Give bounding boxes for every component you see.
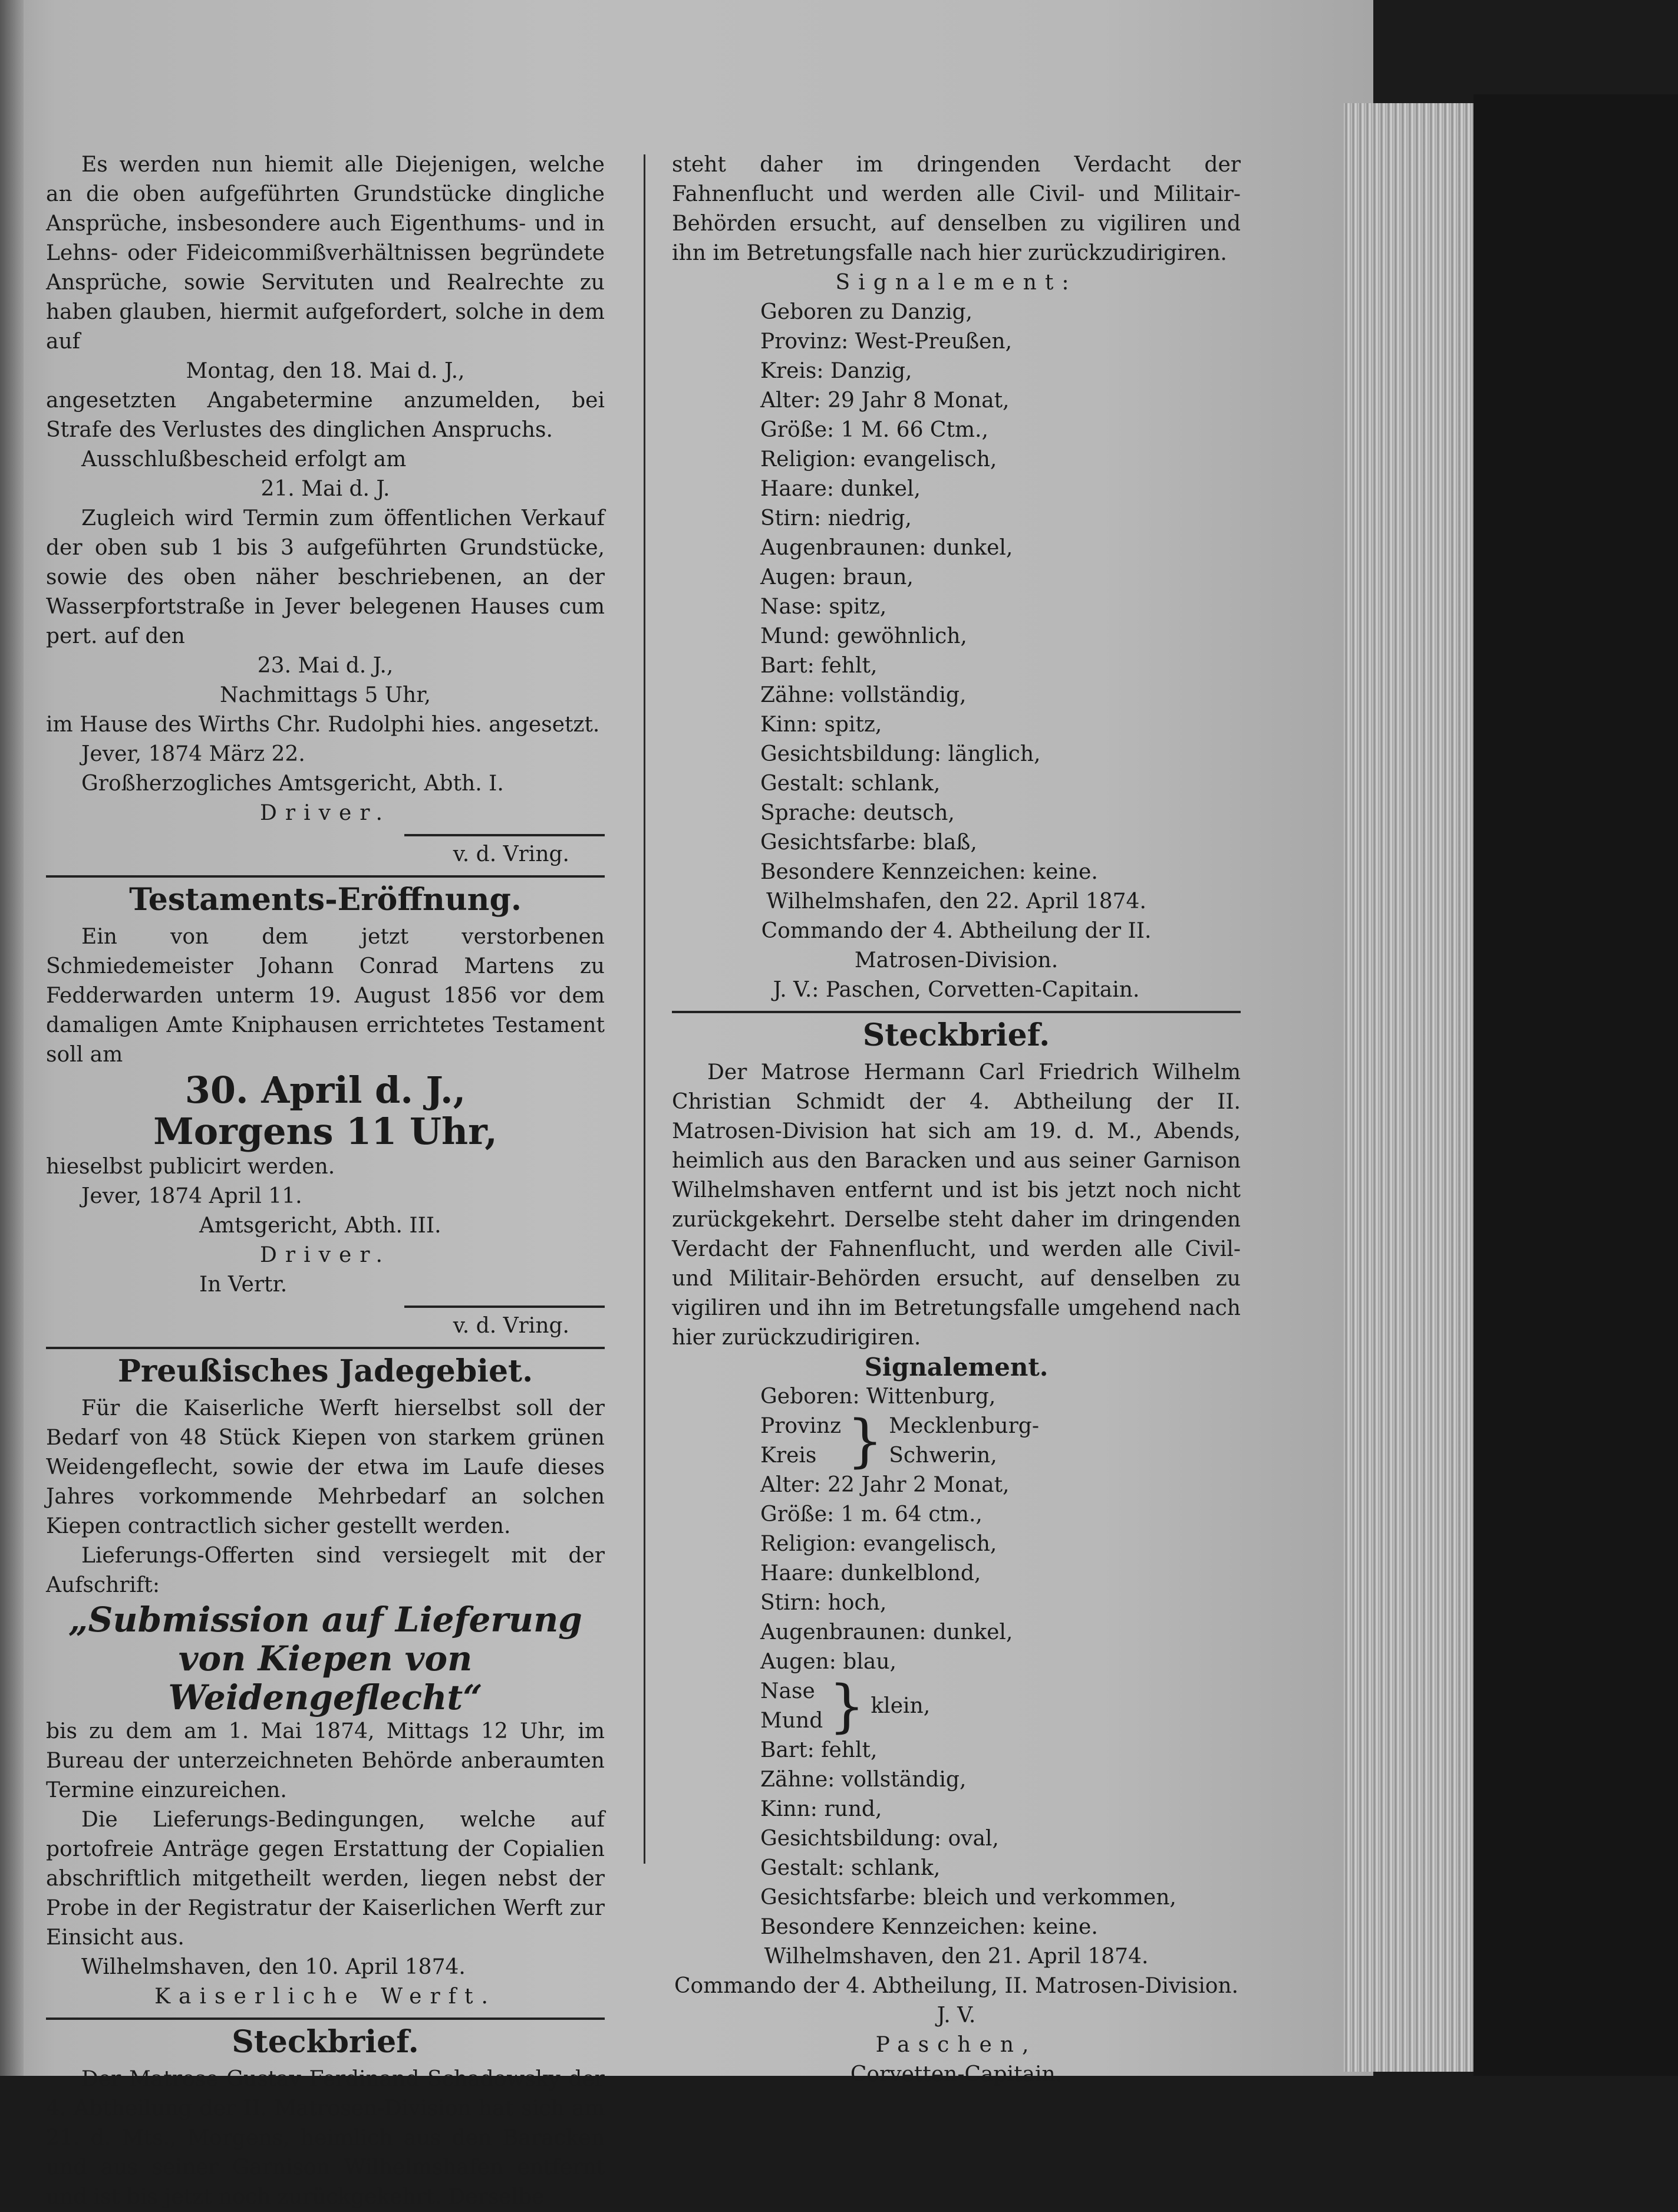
sig-item: Größe: 1 M. 66 Ctm., (760, 418, 988, 442)
location-date-3: Wilhelmshaven, den 10. April 1874. (81, 1955, 466, 1979)
werft-signature: Kaiserliche Werft. (154, 1984, 496, 2009)
sig-item: Nase: spitz, (760, 595, 887, 619)
location-date-r1: Wilhelmshafen, den 22. April 1874. (766, 889, 1146, 914)
notice-intro: Es werden nun hiemit alle Diejenigen, welche an die oben aufgeführten Grundstücke dingliche Ansprüche, insbesondere auch Eigenthums- und in Lehns- oder Fideicommißverhältnissen begründete Ansprüche, sowie Servituten und Realrechte zu haben glauben, hiermit aufgefordert, solche in dem auf (46, 153, 605, 354)
division-1: Matrosen-Division. (854, 948, 1059, 973)
sig-item: Haare: dunkel, (760, 477, 921, 501)
steckbrief-2-text: Der Matrose Hermann Carl Friedrich Wilhelm Christian Schmidt der 4. Abtheilung der II. Matrosen-Division hat sich am 19. d. M., Abends, heimlich aus den Baracken und aus seiner Garnison Wilhelmshaven entfernt und ist bis jetzt noch nicht zurückgekehrt. Derselbe steht daher im dringenden Verdacht der Fahnenflucht, und werden alle Civil- und Militair-Behörden ersucht, auf denselben zu vigiliren und ihn im Betretungsfalle umgehend nach hier zurückzudirigiren. (672, 1060, 1241, 1350)
column-rule (644, 154, 645, 1864)
paschen-signature: Paschen, (875, 2033, 1037, 2057)
heading-jadegebiet: Preußisches Jadegebiet. (117, 1353, 533, 1389)
signature-line (404, 834, 605, 836)
werft-notice: Für die Kaiserliche Werft hierselbst soll der Bedarf von 48 Stück Kiepen von starkem grünen Weidengeflecht, sowie der etwa im Laufe dieses Jahres vorkommende Mehrbedarf an solchen Kiepen contractlich sicher gestellt werden. (46, 1396, 605, 1538)
spine-shadow (0, 0, 24, 2076)
sig-value: Mecklenburg- (889, 1414, 1039, 1438)
sig-item: Geboren: Wittenburg, (760, 1384, 996, 1409)
signature-r1: J. V.: Paschen, Corvetten-Capitain. (773, 978, 1140, 1002)
in-vertretung: In Vertr. (199, 1273, 288, 1297)
section-rule (46, 2017, 605, 2020)
sig-item: Gesichtsbildung: länglich, (760, 742, 1041, 766)
sig-item: Gesichtsfarbe: bleich und verkommen, (760, 1885, 1176, 1910)
date-3: 23. Mai d. J., (257, 654, 394, 678)
sig-item: Augen: braun, (760, 565, 914, 589)
sig-item: Besondere Kennzeichen: keine. (760, 1915, 1098, 1939)
sig-label: Kreis (760, 1443, 817, 1468)
sig-item: Augenbraunen: dunkel, (760, 536, 1013, 560)
sig-label: Nase (760, 1679, 815, 1703)
right-column (672, 150, 1241, 2089)
sig-item: Haare: dunkelblond, (760, 1561, 981, 1585)
sig-item: Gestalt: schlank, (760, 772, 941, 796)
sig-item: Stirn: hoch, (760, 1591, 887, 1615)
left-column (46, 150, 605, 2212)
sig-item: Stirn: niedrig, (760, 506, 912, 530)
court-2: Amtsgericht, Abth. III. (199, 1214, 441, 1238)
signalement-list-1 (672, 298, 1241, 887)
big-date: 30. April d. J., (184, 1069, 466, 1112)
clerk-2: v. d. Vring. (453, 1314, 569, 1338)
sig-item: Besondere Kennzeichen: keine. (760, 860, 1098, 884)
testament-text: Ein von dem jetzt verstorbenen Schmiedemeister Johann Conrad Martens zu Fedderwarden unterm 19. August 1856 vor dem damaligen Amte Kniphausen errichtetes Testament soll am (46, 925, 605, 1067)
sig-item: Bart: fehlt, (760, 654, 878, 678)
date-1: Montag, den 18. Mai d. J., (186, 359, 465, 383)
clerk-1: v. d. Vring. (453, 842, 569, 866)
sig-item: Augen: blau, (760, 1650, 896, 1674)
signalement-list-2 (672, 1382, 1241, 1942)
signature-1: Driver. (260, 801, 391, 825)
time-3: Nachmittags 5 Uhr, (220, 683, 431, 707)
sig-item: Zähne: vollständig, (760, 1768, 967, 1792)
sig-label: Mund (760, 1709, 823, 1733)
zugleich-text: Zugleich wird Termin zum öffentlichen Verkauf der oben sub 1 bis 3 aufgeführten Grundstücke, sowie des oben näher beschriebenen, an der Wasserpfortstraße in Jever belegenen Hauses cum pert. auf den (46, 506, 605, 648)
sig-item: Größe: 1 m. 64 ctm., (760, 1502, 983, 1527)
sig-item: Provinz: West-Preußen, (760, 329, 1013, 354)
heading-steckbrief-1: Steckbrief. (232, 2024, 419, 2060)
commando-1: Commando der 4. Abtheilung der II. (761, 919, 1152, 943)
location-date-r2: Wilhelmshaven, den 21. April 1874. (764, 1944, 1149, 1969)
sig-label: Provinz (760, 1414, 842, 1438)
steckbrief-1-continued: steht daher im dringenden Verdacht der Fahnenflucht und werden alle Civil- und Militair-Behörden ersucht, auf denselben zu vigiliren und ihn im Betretungsfalle nach hier zurückzudirigiren. (672, 153, 1241, 265)
sig-item: Gesichtsbildung: oval, (760, 1827, 999, 1851)
provinz-kreis-group (760, 1408, 1241, 1474)
jv-text: J. V. (937, 2003, 976, 2028)
brace-icon: } (847, 1408, 883, 1474)
sig-item: Alter: 22 Jahr 2 Monat, (760, 1473, 1010, 1497)
section-rule (46, 1347, 605, 1349)
section-rule (46, 875, 605, 878)
sig-item: Alter: 29 Jahr 8 Monat, (760, 388, 1010, 413)
commando-2: Commando der 4. Abtheilung, II. Matrosen-Division. (674, 1974, 1239, 1998)
sig-item: Kreis: Danzig, (760, 359, 912, 383)
sig-item: Augenbraunen: dunkel, (760, 1620, 1013, 1644)
sig-item: Gesichtsfarbe: blaß, (760, 830, 977, 855)
sig-item: Mund: gewöhnlich, (760, 624, 967, 648)
sig-item: Kinn: spitz, (760, 713, 882, 737)
submission-title: „Submission auf Lieferung von Kiepen von Weidengeflecht“ (68, 1600, 582, 1717)
sig-item: Religion: evangelisch, (760, 447, 997, 472)
ausschluss-text: Ausschlußbescheid erfolgt am (81, 447, 407, 472)
notice-intro-2: angesetzten Angabetermine anzumelden, bei Strafe des Verlustes des dinglichen Anspruchs. (46, 388, 605, 442)
background (1473, 94, 1678, 2076)
signalement-heading-1: Signalement: (835, 271, 1077, 295)
heading-testament: Testaments-Eröffnung. (129, 882, 522, 918)
offerten-text: Lieferungs-Offerten sind versiegelt mit der Aufschrift: (46, 1544, 605, 1597)
sig-item: Geboren zu Danzig, (760, 300, 972, 324)
sig-value: klein, (871, 1694, 931, 1718)
sig-item: Sprache: deutsch, (760, 801, 955, 825)
publicirt-text: hieselbst publicirt werden. (46, 1155, 335, 1179)
nase-mund-group (760, 1673, 1241, 1739)
brace-icon: } (829, 1673, 865, 1739)
date-2: 21. Mai d. J. (261, 477, 390, 501)
location-date-2: Jever, 1874 April 11. (81, 1184, 302, 1208)
sig-item: Zähne: vollständig, (760, 683, 967, 707)
sig-value: Schwerin, (889, 1443, 997, 1468)
heading-steckbrief-2: Steckbrief. (862, 1017, 1050, 1053)
deadline-text: bis zu dem am 1. Mai 1874, Mittags 12 Uhr, im Bureau der unterzeichneten Behörde anberaumten Termine einzureichen. (46, 1719, 605, 1802)
steckbrief-1-text: Der Matrose Gustav Ferdinand Schadowsky der 4. Abtheilung der II. Matrosen-Division hat sich am 21. d. Mts., Morgens, heimlich aus den Baracken und aus seiner Garnison Wilhelmshafen entfernt und ist bis jetzt noch zurückgekehrt. Derselbe (46, 2067, 605, 2209)
sig-item: Kinn: rund, (760, 1797, 882, 1821)
conditions-text: Die Lieferungs-Bedingungen, welche auf portofreie Anträge gegen Erstattung der Copialien abschriftlich mitgetheilt werden, liegen nebst der Probe in der Registratur der Kaiserlichen Werft zur Einsicht aus. (46, 1808, 605, 1950)
court-1: Großherzogliches Amtsgericht, Abth. I. (81, 772, 504, 796)
sig-item: Gestalt: schlank, (760, 1856, 941, 1880)
place-text: im Hause des Wirths Chr. Rudolphi hies. angesetzt. (46, 713, 600, 737)
capitain-title: Corvetten-Capitain. (850, 2062, 1063, 2086)
location-date-1: Jever, 1874 März 22. (81, 742, 305, 766)
sig-item: Religion: evangelisch, (760, 1532, 997, 1556)
big-time: Morgens 11 Uhr, (153, 1110, 497, 1153)
signature-line (404, 1306, 605, 1308)
sig-item: Bart: fehlt, (760, 1738, 878, 1762)
signature-2: Driver. (260, 1243, 391, 1267)
section-rule (672, 1011, 1241, 1013)
signalement-heading-2: Signalement. (864, 1353, 1049, 1382)
